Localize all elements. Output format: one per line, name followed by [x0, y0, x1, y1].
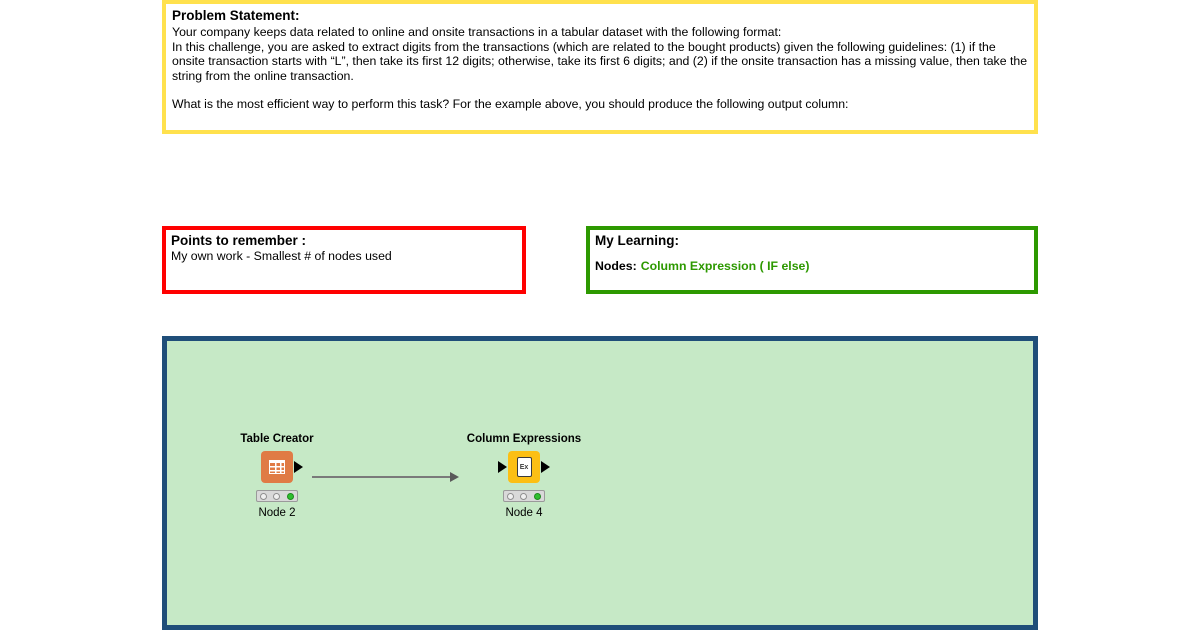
workflow-canvas[interactable] [162, 336, 1038, 630]
node-body-table-creator[interactable] [217, 451, 337, 483]
problem-statement-line-2: In this challenge, you are asked to extract digits from the transactions (which are related to the bought products) given the following guidelines: (1) if the onsite transaction starts with “L”, then take its first 12 digits; otherwise, take its first 6 digits; and (2) if the onsite transaction has a missing value, then take the string from the online transaction. [172, 39, 1028, 84]
problem-statement-line-3: What is the most efficient way to perform this task? For the example above, you should produce the following output column: [172, 96, 849, 111]
status-dot-idle [260, 493, 267, 500]
status-dot-executed [534, 493, 541, 500]
column-expressions-icon[interactable] [508, 451, 540, 483]
my-learning-nodes-row [595, 259, 1029, 274]
node-connector-line [312, 476, 452, 478]
status-dot-warning [520, 493, 527, 500]
status-dot-executed [287, 493, 294, 500]
node-label-column-expressions: Node 4 [505, 507, 543, 519]
grid-glyph-icon [269, 460, 285, 474]
node-title-column-expressions: Column Expressions [466, 433, 582, 445]
my-learning-box [586, 226, 1038, 294]
status-dot-warning [273, 493, 280, 500]
workflow-node-column-expressions[interactable] [464, 433, 584, 519]
table-creator-icon[interactable] [261, 451, 293, 483]
expression-glyph-icon: Ex [517, 457, 532, 477]
node-title-table-creator: Table Creator [240, 433, 314, 445]
node-label-table-creator: Node 2 [258, 507, 296, 519]
my-learning-nodes-label: Nodes [595, 259, 633, 273]
node-body-column-expressions[interactable] [464, 451, 584, 483]
problem-statement-line-1: Your company keeps data related to online and onsite transactions in a tabular dataset with the following format: [172, 25, 782, 39]
node-connector-arrow-icon [450, 472, 459, 482]
status-dot-idle [507, 493, 514, 500]
problem-statement-title: Problem Statement: [172, 8, 300, 23]
points-to-remember-title: Points to remember : [171, 233, 307, 248]
node-output-port[interactable] [294, 461, 303, 473]
node-output-port[interactable] [541, 461, 550, 473]
my-learning-nodes-value: Column Expression ( IF else) [640, 259, 810, 273]
problem-statement-spacer [172, 84, 1028, 97]
my-learning-separator: : [632, 259, 637, 273]
node-input-port[interactable] [498, 461, 507, 473]
points-to-remember-text: My own work - Smallest # of nodes used [171, 249, 392, 263]
problem-statement-box [162, 0, 1038, 134]
my-learning-title: My Learning: [595, 233, 680, 248]
points-to-remember-box [162, 226, 526, 294]
node-status-indicator-column-expressions [503, 490, 545, 502]
node-status-indicator-table-creator [256, 490, 298, 502]
